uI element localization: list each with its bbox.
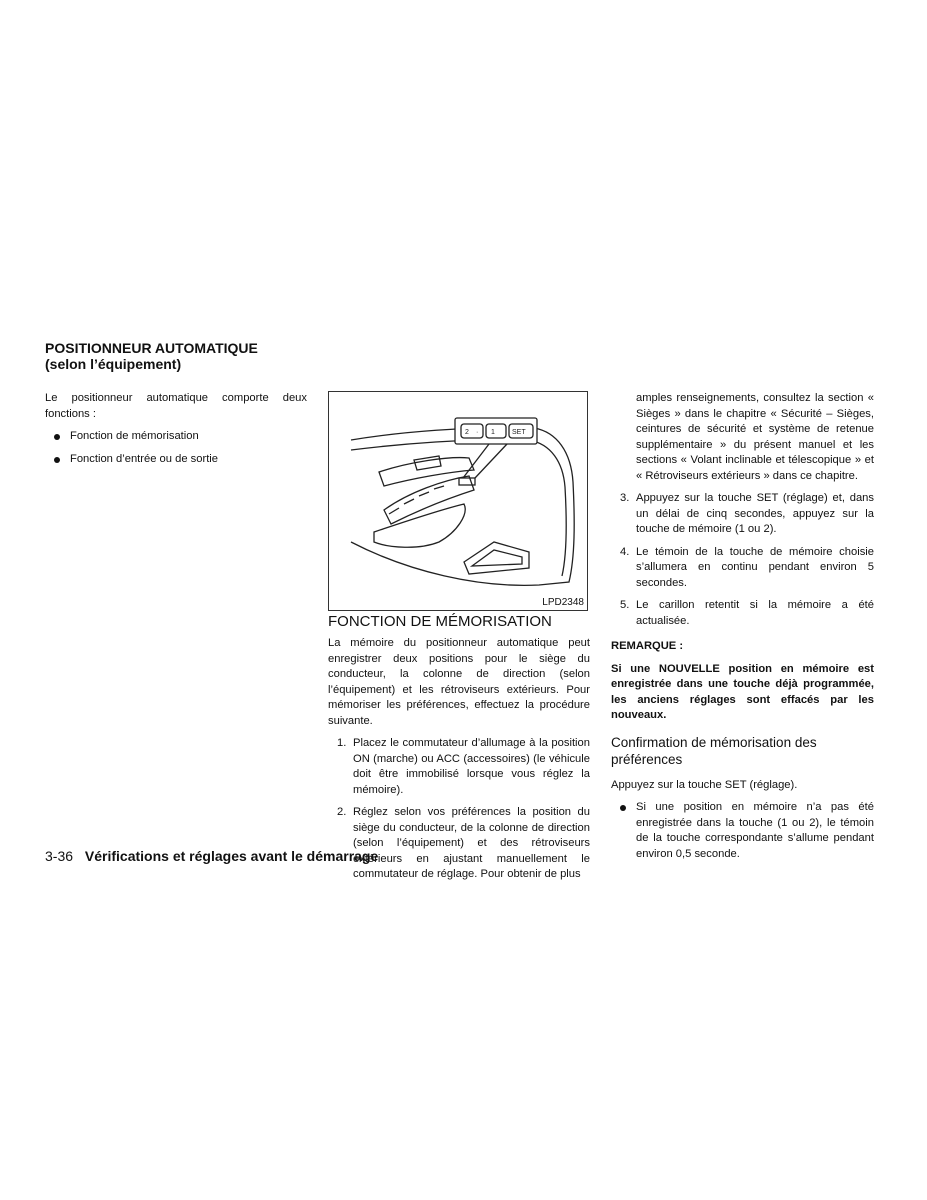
door-panel-drawing bbox=[329, 392, 587, 610]
list-item bbox=[611, 545, 874, 592]
memory-button-2-indicator: · bbox=[476, 429, 479, 436]
step-number: 1. bbox=[337, 737, 347, 749]
page-footer bbox=[45, 848, 378, 864]
remark-text: Si une NOUVELLE position en mémoire est enregistrée dans une touche déjà programmée, les anciens réglages sont effacés par les nouveaux. bbox=[611, 662, 874, 721]
bullet-icon bbox=[54, 457, 60, 463]
list-item bbox=[45, 429, 307, 445]
chapter-title: Vérifications et réglages avant le démarrage bbox=[84, 848, 379, 864]
list-item bbox=[611, 598, 874, 629]
set-button-label: SET bbox=[512, 429, 526, 436]
bullet-icon bbox=[54, 434, 60, 440]
section-subtitle: (selon l’équipement) bbox=[45, 356, 182, 372]
remark-label: REMARQUE : bbox=[611, 640, 684, 652]
list-item bbox=[611, 491, 874, 538]
list-item bbox=[45, 452, 307, 468]
list-item-text: Fonction d’entrée ou de sortie bbox=[70, 452, 219, 465]
list-item-continuation bbox=[611, 391, 874, 484]
step-number: 2. bbox=[337, 806, 347, 818]
confirm-paragraph: Appuyez sur la touche SET (réglage). bbox=[611, 778, 798, 791]
list-item bbox=[611, 800, 874, 862]
bullet-icon bbox=[620, 805, 626, 811]
step-number: 3. bbox=[620, 492, 630, 504]
illustration-door-panel bbox=[328, 391, 588, 611]
step-text: Réglez selon vos préférences la position du siège du conducteur, de la colonne de direction (selon l’équipement) et des rétroviseurs extérieurs en ajustant manuellement le commutateur de réglage. Pour obtenir de plus bbox=[353, 806, 590, 880]
subsection-heading: FONCTION DE MÉMORISATION bbox=[328, 613, 552, 630]
step-text: Placez le commutateur d’allumage à la position ON (marche) ou ACC (accessoires) (le véhicule doit être immobilisé lorsque vous réglez la mémoire). bbox=[353, 737, 590, 796]
step-text: Le témoin de la touche de mémoire choisie s’allumera en continu pendant environ 5 secondes. bbox=[636, 545, 874, 589]
figure-label: LPD2348 bbox=[542, 597, 584, 608]
column-3 bbox=[611, 391, 874, 869]
step-number: 5. bbox=[620, 599, 630, 611]
list-item bbox=[328, 805, 590, 883]
subsection-heading: Confirmation de mémorisation des préférences bbox=[611, 734, 817, 767]
step-text: Le carillon retentit si la mémoire a été actualisée. bbox=[636, 599, 874, 627]
memory-button-2-label: 2 bbox=[465, 429, 469, 436]
list-item bbox=[328, 736, 590, 798]
column-1 bbox=[45, 391, 307, 474]
page-number: 3-36 bbox=[45, 848, 74, 864]
step-number: 4. bbox=[620, 545, 630, 558]
list-item-text: Si une position en mémoire n’a pas été enregistrée dans la touche (1 ou 2), le témoin de la touche correspondante s’allume pendant environ 0,5 seconde. bbox=[636, 801, 874, 860]
intro-paragraph: La mémoire du positionneur automatique peut enregistrer deux positions pour le siège du conducteur, la colonne de direction (selon l’équipement) et les rétroviseurs extérieurs. Pour mémoriser les préférences, effectuez la procédure suivante. bbox=[328, 637, 590, 727]
intro-paragraph: Le positionneur automatique comporte deux fonctions : bbox=[45, 392, 307, 420]
step-text: amples renseignements, consultez la section « Sièges » dans le chapitre « Sécurité – Sièges, ceintures de sécurité et système de retenue supplémentaire » du présent manuel et les sections « Volant inclinable et télescopique » et « Rétroviseurs extérieurs » dans ce chapitre. bbox=[636, 392, 874, 482]
memory-button-1-label: 1 bbox=[491, 429, 495, 436]
list-item-text: Fonction de mémorisation bbox=[70, 430, 199, 442]
step-text: Appuyez sur la touche SET (réglage) et, dans un délai de cinq secondes, appuyez sur la touche de mémoire (1 ou 2). bbox=[636, 492, 874, 535]
section-title: POSITIONNEUR AUTOMATIQUE bbox=[45, 340, 258, 356]
